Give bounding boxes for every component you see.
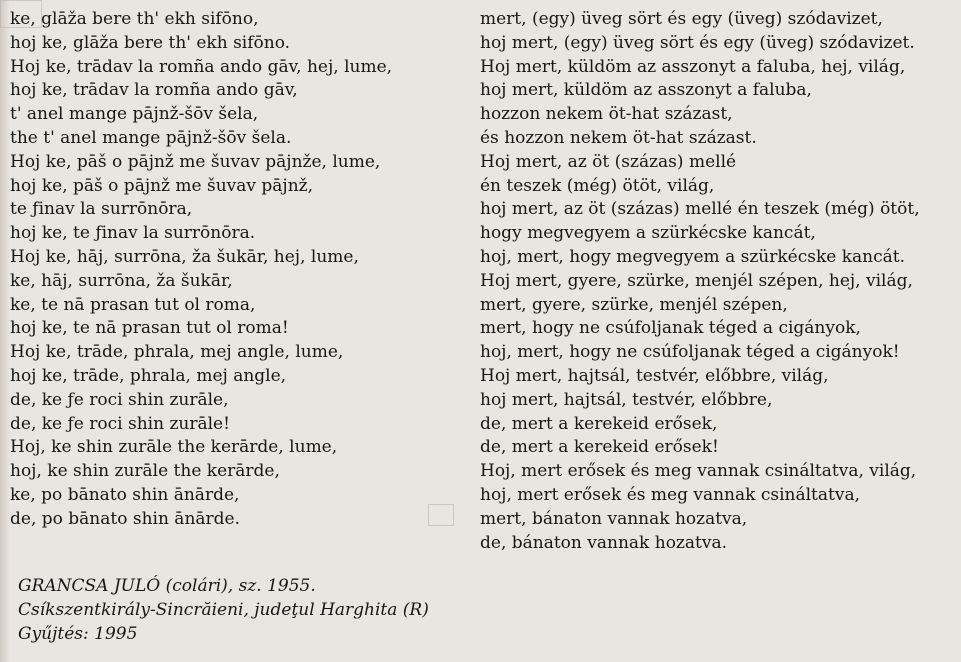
lyric-line: mert, hogy ne csúfoljanak téged a cigányok, xyxy=(480,318,861,339)
lyric-line: te ƒinav la surrōnōra, xyxy=(10,199,193,220)
lyric-line: mert, gyere, szürke, menjél szépen, xyxy=(480,294,788,315)
lyric-line: Hoj ke, trāde, phrala, mej angle, lume, xyxy=(10,342,344,363)
romani-lyrics-column xyxy=(10,8,470,532)
lyric-line: én teszek (még) ötöt, világ, xyxy=(480,175,715,196)
lyric-line: the t' anel mange pājnž-šōv šela. xyxy=(10,127,292,148)
lyric-line: Hoj mert, gyere, szürke, menjél szépen, hej, világ, xyxy=(480,270,913,291)
lyric-line: hoj ke, glāža bere th' ekh sifōno. xyxy=(10,32,291,53)
lyric-line: hoj mert, az öt (százas) mellé én teszek (még) ötöt, xyxy=(480,199,920,220)
lyric-line: hoj mert, (egy) üveg sört és egy (üveg) szódavizet. xyxy=(480,32,915,53)
lyric-line: hoj, mert erősek és meg vannak csináltatva, xyxy=(480,484,860,505)
lyric-line: hoj mert, küldöm az asszonyt a faluba, xyxy=(480,80,812,101)
page-gutter-shadow xyxy=(0,0,10,662)
lyric-line: hozzon nekem öt-hat százast, xyxy=(480,104,733,125)
lyric-line: de, ke ƒe roci shin zurāle, xyxy=(10,389,229,410)
lyric-line: Hoj ke, pāš o pājnž me šuvav pājnže, lume, xyxy=(10,151,381,172)
lyric-line: ke, te nā prasan tut ol roma, xyxy=(10,294,256,315)
lyric-line: Hoj, mert erősek és meg vannak csináltatva, világ, xyxy=(480,461,917,482)
lyric-line: de, mert a kerekeid erősek, xyxy=(480,413,718,434)
lyric-line: ke, glāža bere th' ekh sifōno, xyxy=(10,9,259,29)
lyric-line: mert, (egy) üveg sört és egy (üveg) szódavizet, xyxy=(480,9,883,29)
lyric-line: ke, hāj, surrōna, ža šukār, xyxy=(10,270,233,291)
lyric-line: hoj, mert, hogy megvegyem a szürkécske kancát. xyxy=(480,246,906,267)
lyric-line: Hoj mert, az öt (százas) mellé xyxy=(480,151,737,172)
lyric-line: de, po bānato shin ānārde. xyxy=(10,508,240,529)
lyric-line: Hoj, ke shin zurāle the kerārde, lume, xyxy=(10,437,338,458)
hungarian-translation-column xyxy=(480,8,925,555)
lyric-line: hoj ke, pāš o pājnž me šuvav pājnž, xyxy=(10,175,314,196)
performer-name: GRANCSA JULÓ (colári), sz. 1955. xyxy=(18,576,316,596)
lyric-line: mert, bánaton vannak hozatva, xyxy=(480,508,748,529)
lyric-line: hoj ke, te ƒinav la surrōnōra. xyxy=(10,223,256,244)
lyric-line: Hoj mert, hajtsál, testvér, előbbre, világ, xyxy=(480,365,829,386)
lyric-line: hogy megvegyem a szürkécske kancát, xyxy=(480,223,816,244)
lyric-line: hoj, mert, hogy ne csúfoljanak téged a cigányok! xyxy=(480,342,900,363)
recording-place: Csíkszentkirály-Sincrăieni, judeţul Harghita (R) xyxy=(18,600,429,620)
lyric-line: Hoj ke, hāj, surrōna, ža šukār, hej, lume, xyxy=(10,246,359,267)
lyric-line: hoj ke, trādav la romña ando gāv, xyxy=(10,80,298,101)
lyric-line: hoj mert, hajtsál, testvér, előbbre, xyxy=(480,389,773,410)
lyric-line: Hoj ke, trādav la romña ando gāv, hej, lume, xyxy=(10,56,393,77)
performer-credits xyxy=(18,574,429,646)
lyric-line: de, mert a kerekeid erősek! xyxy=(480,437,719,458)
lyric-line: hoj, ke shin zurāle the kerārde, xyxy=(10,461,280,482)
lyric-line: hoj ke, trāde, phrala, mej angle, xyxy=(10,365,287,386)
lyric-line: de, bánaton vannak hozatva. xyxy=(480,532,727,553)
lyric-line: és hozzon nekem öt-hat százast. xyxy=(480,127,757,148)
lyric-line: ke, po bānato shin ānārde, xyxy=(10,484,240,505)
lyric-line: t' anel mange pājnž-šōv šela, xyxy=(10,104,259,125)
lyric-line: de, ke ƒe roci shin zurāle! xyxy=(10,413,230,434)
lyric-line: hoj ke, te nā prasan tut ol roma! xyxy=(10,318,289,339)
collection-year: Gyűjtés: 1995 xyxy=(18,624,138,644)
lyric-line: Hoj mert, küldöm az asszonyt a faluba, hej, világ, xyxy=(480,56,906,77)
